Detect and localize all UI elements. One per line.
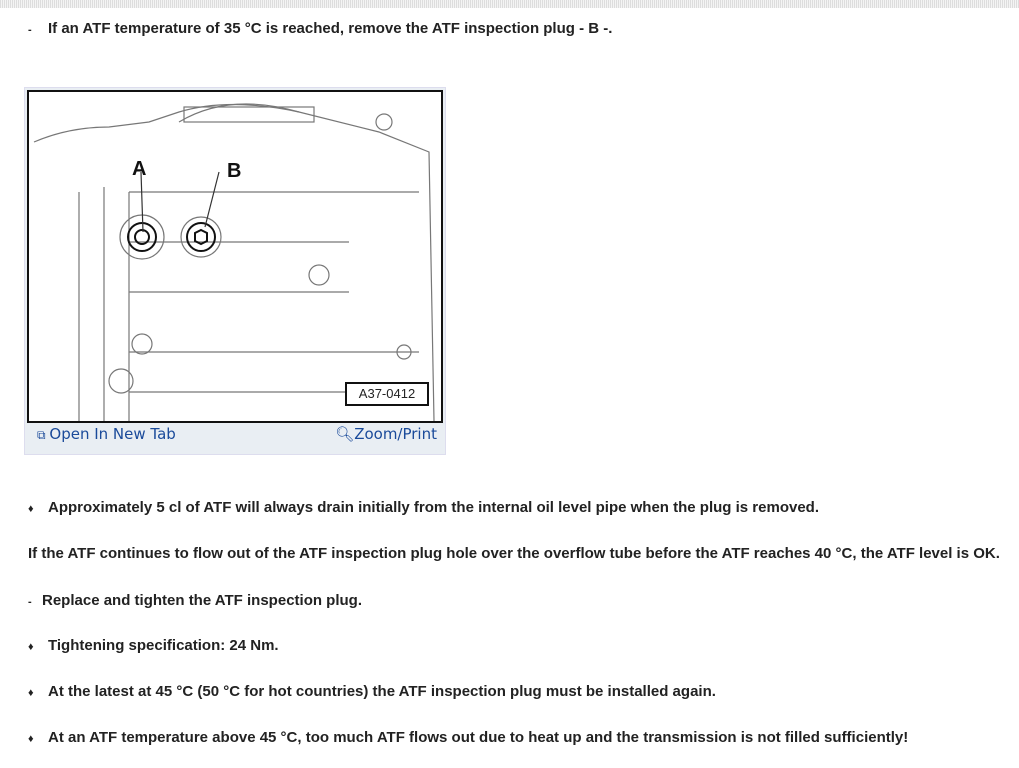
step-text: Replace and tighten the ATF inspection plug. [42, 592, 363, 609]
level-ok-text [28, 545, 1000, 562]
note-torque [28, 637, 279, 654]
step-replace-plug [28, 592, 362, 609]
transmission-diagram[interactable] [27, 90, 443, 423]
note-install-temp [28, 683, 716, 700]
new-tab-icon: ⧉ [37, 428, 50, 442]
top-border [0, 0, 1019, 8]
dash-marker: - [28, 596, 32, 608]
step-text: At the latest at 45 °C (50 °C for hot countries) the ATF inspection plug must be installed again. [48, 683, 716, 700]
step-text: If the ATF continues to flow out of the ATF inspection plug hole over the overflow tube before the ATF reaches 40 °C, the ATF level is OK. [28, 545, 1000, 562]
step-remove-plug [28, 20, 612, 37]
dash-marker: - [28, 24, 32, 36]
figure-code: A37-0412 [345, 382, 429, 406]
diamond-marker: ♦ [28, 733, 34, 745]
diamond-marker: ♦ [28, 687, 34, 699]
zoom-print-link[interactable] [335, 425, 437, 443]
open-new-tab-link[interactable] [37, 425, 176, 443]
note-drain [28, 499, 819, 516]
step-text: Tightening specification: 24 Nm. [48, 637, 279, 654]
note-overheat [28, 729, 908, 746]
figure [24, 87, 446, 455]
open-label: Open In New Tab [49, 425, 176, 443]
label-b: B [227, 160, 242, 182]
diamond-marker: ♦ [28, 503, 34, 515]
diamond-marker: ♦ [28, 641, 34, 653]
magnifier-icon: 🔍︎ [335, 425, 355, 443]
label-a: A [132, 158, 147, 180]
step-text: Approximately 5 cl of ATF will always drain initially from the internal oil level pipe when the plug is removed. [48, 499, 819, 516]
step-text: At an ATF temperature above 45 °C, too much ATF flows out due to heat up and the transmission is not filled sufficiently! [48, 729, 909, 746]
zoom-label: Zoom/Print [354, 425, 437, 443]
step-text: If an ATF temperature of 35 °C is reached, remove the ATF inspection plug - B -. [48, 20, 613, 37]
